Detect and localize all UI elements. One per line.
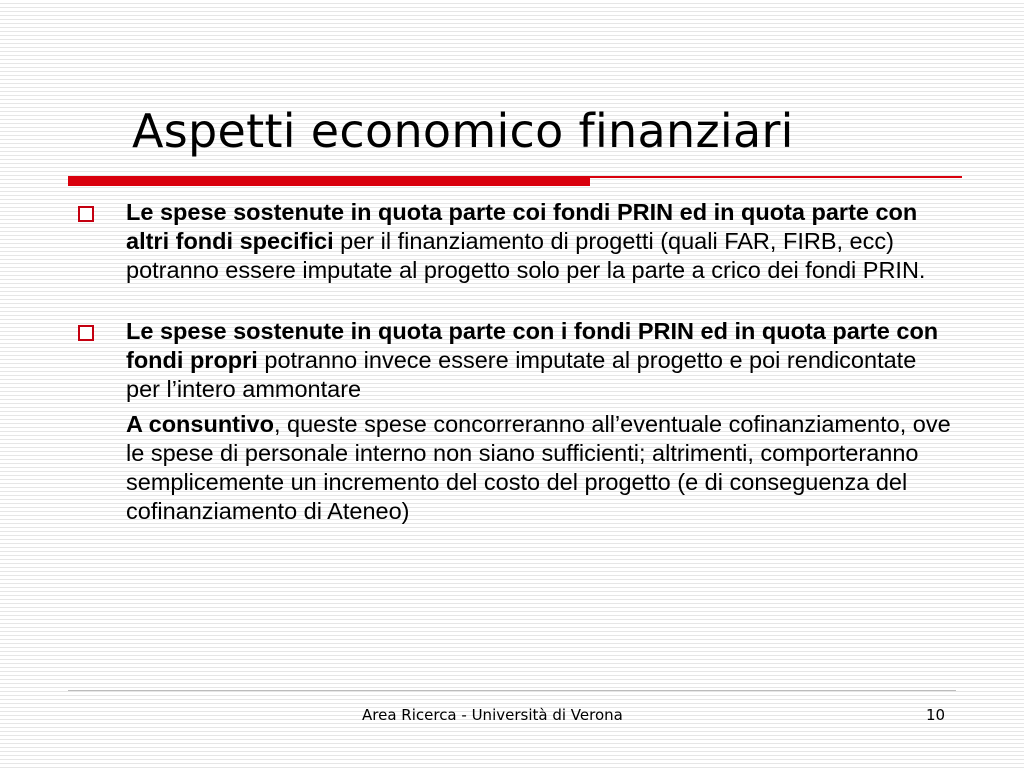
slide-content bbox=[76, 198, 956, 526]
bullet-text: potranno invece essere imputate al progetto e poi rendicontate per l’intero ammontare bbox=[126, 347, 917, 402]
bullet-item bbox=[76, 198, 956, 285]
bullet-paragraph bbox=[126, 198, 956, 285]
continuation-bold-text: A consuntivo bbox=[126, 411, 274, 437]
title-underline-thick bbox=[68, 176, 590, 186]
footer-text: Area Ricerca - Università di Verona bbox=[362, 706, 623, 724]
bullet-bold-text: Le spese sostenute in quota parte con i fondi PRIN ed in quota parte con fondi propri bbox=[126, 318, 939, 373]
bullet-paragraph bbox=[126, 317, 956, 404]
hollow-square-bullet-icon bbox=[78, 325, 94, 341]
bullet-bold-text: Le spese sostenute in quota parte coi fondi PRIN ed in quota parte con altri fondi specifici bbox=[126, 199, 918, 254]
title-underline-thin bbox=[590, 176, 962, 178]
continuation-text: , queste spese concorreranno all’eventuale cofinanziamento, ove le spese di personale interno non siano sufficienti; altrimenti, comporteranno semplicemente un incremento del costo del progetto (e di conseguenza del cofinanziamento di Ateneo) bbox=[126, 411, 951, 524]
footer-divider bbox=[68, 690, 956, 691]
page-number: 10 bbox=[926, 706, 946, 724]
bullet-continuation-paragraph bbox=[126, 410, 956, 526]
bullet-text: per il finanziamento di progetti (quali FAR, FIRB, ecc) potranno essere imputate al progetto solo per la parte a crico dei fondi PRIN. bbox=[126, 228, 926, 283]
hollow-square-bullet-icon bbox=[78, 206, 94, 222]
bullet-item bbox=[76, 317, 956, 526]
slide-title: Aspetti economico finanziari bbox=[132, 104, 794, 158]
